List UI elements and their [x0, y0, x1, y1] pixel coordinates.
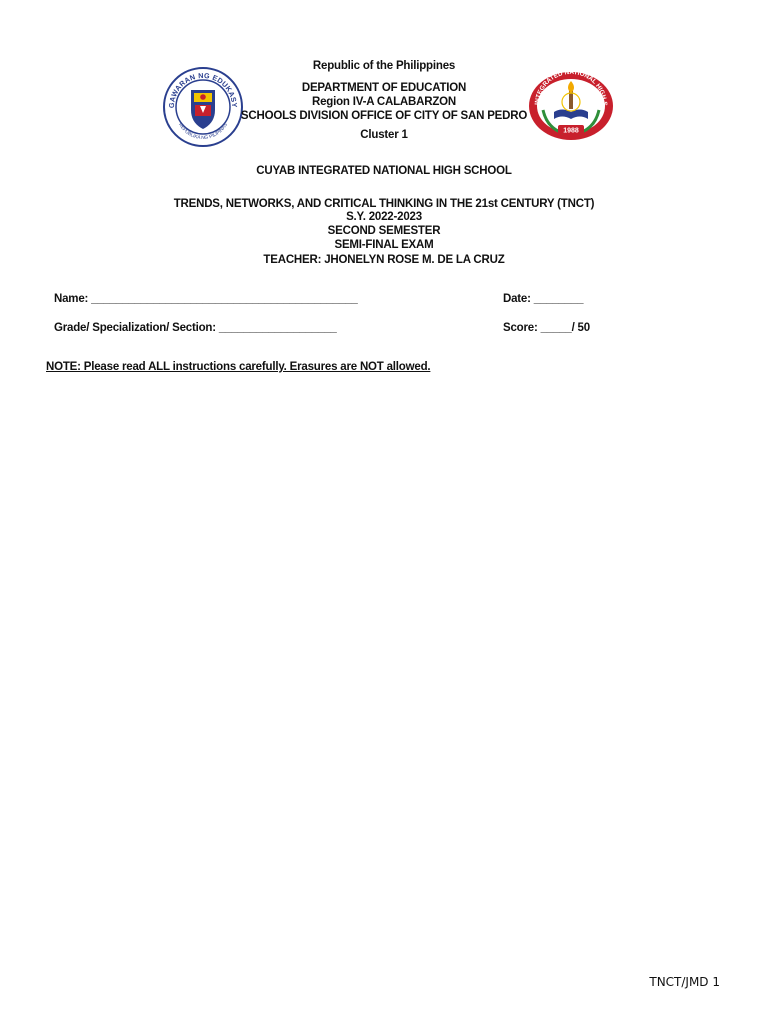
deped-seal-bottom-text: REPUBLIKA NG PILIPINAS: [177, 122, 229, 142]
school-name: CUYAB INTEGRATED NATIONAL HIGH SCHOOL: [256, 165, 512, 177]
school-year: S.Y. 2022-2023: [346, 211, 422, 223]
department-line: DEPARTMENT OF EDUCATION: [301, 82, 467, 94]
date-field: Date: ________: [503, 293, 584, 305]
teacher-line: TEACHER: JHONELYN ROSE M. DE LA CRUZ: [263, 254, 505, 266]
exam-title: SEMI-FINAL EXAM: [334, 239, 434, 251]
score-field: Score: _____/ 50: [503, 322, 590, 334]
subject-title: TRENDS, NETWORKS, AND CRITICAL THINKING IN THE 21st CENTURY (TNCT): [173, 198, 595, 210]
deped-seal-top-text: GAWARAN NG EDUKASY: [166, 70, 240, 109]
cluster-line: Cluster 1: [360, 129, 408, 141]
school-seal-year: 1988: [563, 127, 579, 135]
semester: SECOND SEMESTER: [327, 225, 441, 237]
republic-line: Republic of the Philippines: [312, 60, 456, 72]
region-line: Region IV-A CALABARZON: [311, 96, 457, 108]
name-field: Name: ___________________________________________: [54, 293, 358, 305]
grade-section-field: Grade/ Specialization/ Section: ___________________: [54, 322, 337, 334]
division-line: SCHOOLS DIVISION OFFICE OF CITY OF SAN PEDRO: [240, 110, 528, 122]
page-footer: TNCT/JMD 1: [649, 975, 720, 989]
school-seal-text: INTEGRATED NATIONAL HIGH S: [534, 70, 609, 107]
instructions-note: NOTE: Please read ALL instructions carefully. Erasures are NOT allowed.: [46, 361, 431, 373]
